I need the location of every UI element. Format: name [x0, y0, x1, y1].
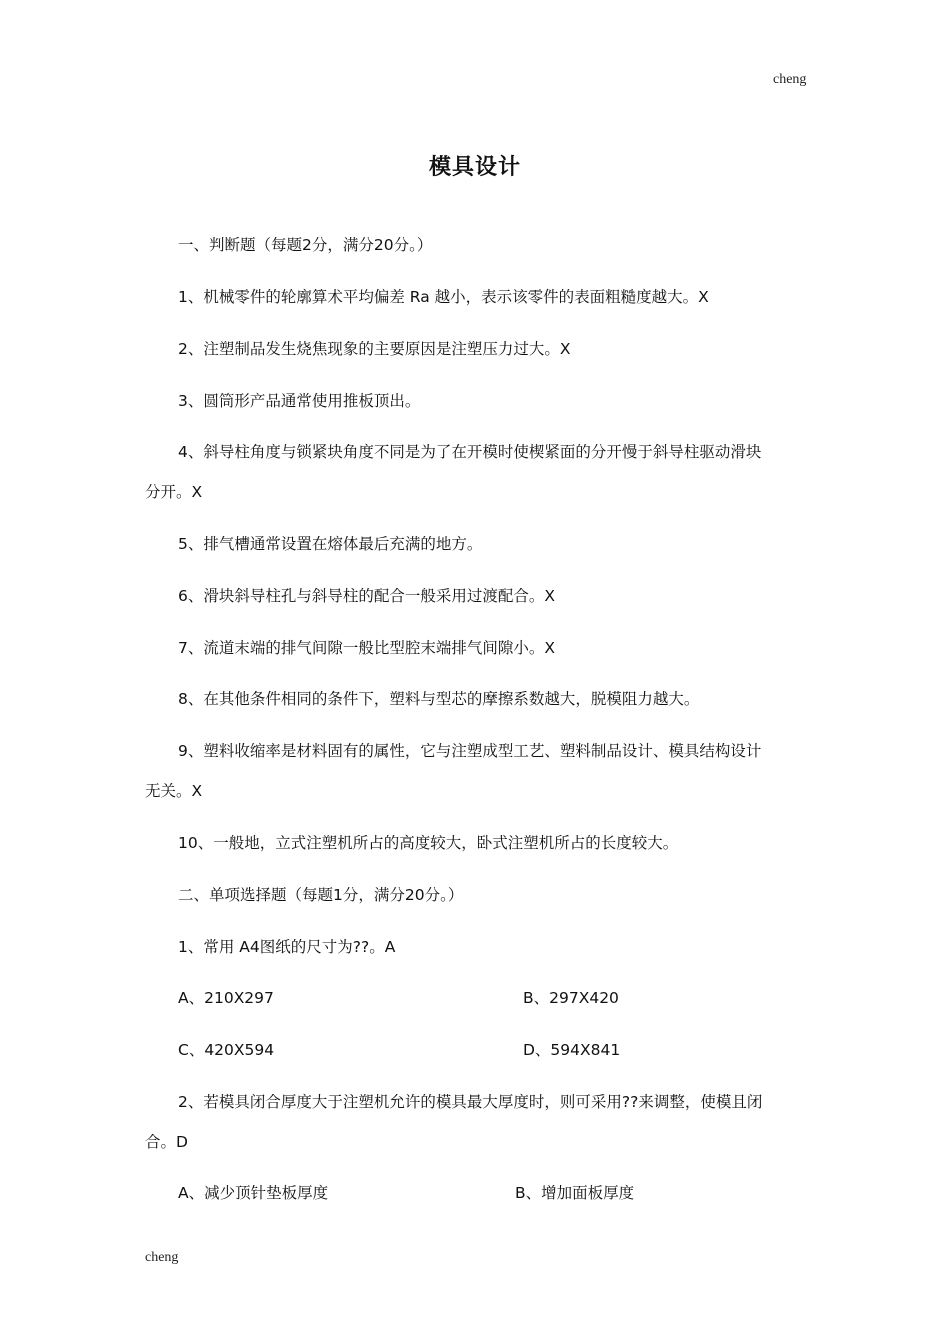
question-1-4: 4、斜导柱角度与锁紧块角度不同是为了在开模时使楔紧面的分开慢于斜导柱驱动滑块 — [178, 443, 762, 461]
option-2-1-c: C、420X594 — [178, 1041, 275, 1059]
question-1-3: 3、圆筒形产品通常使用推板顶出。 — [178, 392, 421, 410]
footer-note: cheng — [145, 1250, 179, 1265]
section2-heading: 二、单项选择题（每题1分，满分20分。） — [178, 886, 464, 904]
question-1-6: 6、滑块斜导柱孔与斜导柱的配合一般采用过渡配合。X — [178, 587, 555, 605]
question-1-9-continuation: 无关。X — [145, 782, 203, 800]
question-2-2: 2、若模具闭合厚度大于注塑机允许的模具最大厚度时，则可采用??来调整，使模且闭 — [178, 1093, 763, 1111]
option-2-1-d: D、594X841 — [523, 1041, 621, 1059]
option-2-2-b: B、增加面板厚度 — [515, 1184, 635, 1202]
question-1-10: 10、一般地，立式注塑机所占的高度较大，卧式注塑机所占的长度较大。 — [178, 834, 679, 852]
question-2-1: 1、常用 A4图纸的尺寸为??。A — [178, 938, 396, 956]
option-2-2-a: A、减少顶针垫板厚度 — [178, 1184, 329, 1202]
section1-heading: 一、判断题（每题2分，满分20分。） — [178, 236, 433, 254]
question-1-4-continuation: 分开。X — [145, 483, 203, 501]
question-1-1: 1、机械零件的轮廓算术平均偏差 Ra 越小，表示该零件的表面粗糙度越大。X — [178, 288, 709, 306]
header-note: cheng — [773, 72, 807, 87]
question-2-2-continuation: 合。D — [145, 1133, 188, 1151]
question-1-8: 8、在其他条件相同的条件下，塑料与型芯的摩擦系数越大，脱模阻力越大。 — [178, 690, 700, 708]
option-2-1-a: A、210X297 — [178, 989, 274, 1007]
document-title: 模具设计 — [428, 155, 521, 180]
question-1-7: 7、流道末端的排气间隙一般比型腔末端排气间隙小。X — [178, 639, 555, 657]
question-1-5: 5、排气槽通常设置在熔体最后充满的地方。 — [178, 535, 483, 553]
option-2-1-b: B、297X420 — [523, 989, 619, 1007]
question-1-2: 2、注塑制品发生烧焦现象的主要原因是注塑压力过大。X — [178, 340, 571, 358]
question-1-9: 9、塑料收缩率是材料固有的属性，它与注塑成型工艺、塑料制品设计、模具结构设计 — [178, 742, 762, 760]
